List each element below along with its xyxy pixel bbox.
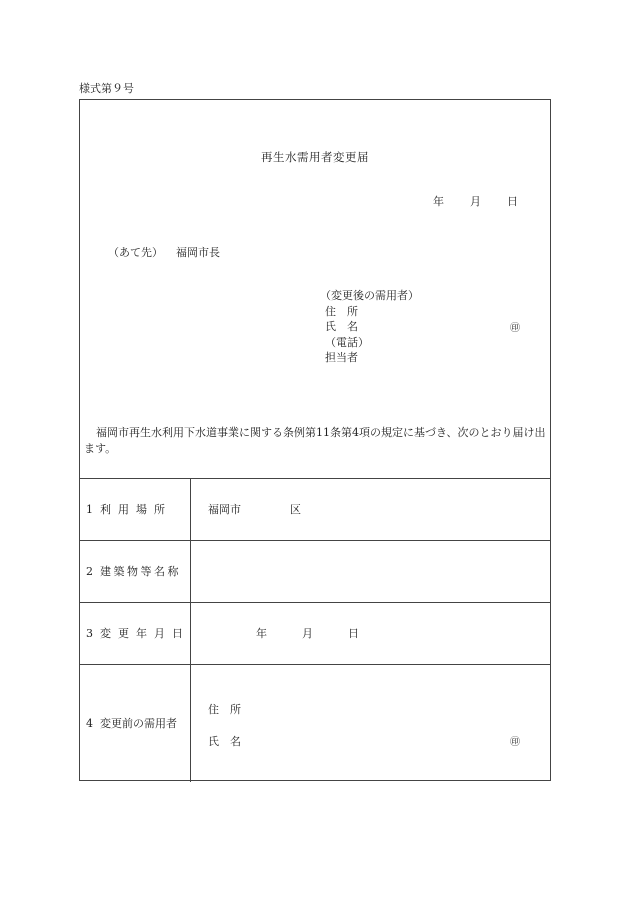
previous-user-seal-icon: ㊞ (510, 737, 520, 748)
usage-location-city: 福岡市 (208, 503, 241, 516)
previous-user-name-label: 氏 名 (208, 735, 241, 748)
applicant-header: （変更後の需用者） (320, 289, 419, 302)
table-row-building-name (80, 540, 550, 602)
row-label: 2 建築物等名称 (86, 565, 181, 578)
body-text: 福岡市再生水利用下水道事業に関する条例第11条第4項の規定に基づき、次のとおり届け出ます。 (84, 426, 546, 455)
previous-user-address-label: 住 所 (208, 703, 241, 716)
form-frame (79, 99, 551, 781)
row-label: 3 変更年月日 (86, 627, 190, 640)
date-year-label: 年 (433, 195, 444, 208)
row-label: 4 変更前の需用者 (86, 717, 177, 730)
applicant-phone-label: （電話） (325, 335, 369, 349)
form-title: 再生水需用者変更届 (261, 150, 369, 164)
addressee-name: 福岡市長 (176, 246, 220, 259)
applicant-name-label: 氏 名 (325, 320, 358, 333)
change-date-year-label: 年 (256, 627, 267, 640)
change-date-day-label: 日 (348, 627, 359, 640)
addressee-prefix: （あて先） (108, 246, 163, 259)
date-month-label: 月 (470, 195, 481, 208)
row-label: 1 利用場所 (86, 503, 172, 516)
submission-date (433, 193, 518, 209)
applicant-block (320, 288, 419, 366)
addressee (108, 244, 220, 260)
applicant-address-label: 住 所 (325, 304, 358, 318)
applicant-contact-label: 担当者 (325, 351, 358, 364)
form-number: 様式第９号 (79, 82, 134, 95)
table-row-change-date (80, 602, 550, 664)
column-divider (190, 541, 191, 602)
column-divider (190, 479, 191, 540)
change-date-month-label: 月 (302, 627, 313, 640)
column-divider (190, 603, 191, 664)
applicant-seal-icon: ㊞ (510, 323, 520, 334)
column-divider (190, 665, 191, 782)
table-row-usage-location (80, 478, 550, 540)
usage-location-ward: 区 (290, 503, 301, 516)
date-day-label: 日 (507, 195, 518, 208)
table-row-previous-user (80, 664, 550, 782)
